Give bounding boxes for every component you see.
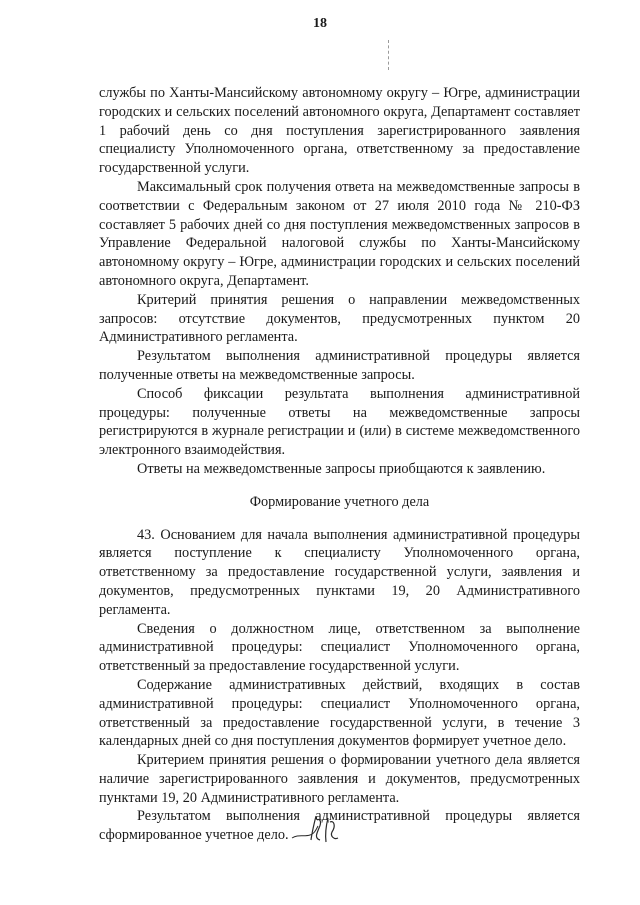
margin-mark	[388, 40, 390, 70]
paragraph-final-result: Результатом выполнения административной процедуры является сформированное учетное дело.	[99, 808, 580, 844]
section-heading: Формирование учетного дела	[249, 493, 430, 510]
paragraph-attachment: Ответы на межведомственные запросы приобщаются к заявлению.	[137, 460, 546, 477]
paragraph-43-basis: 43. Основанием для начала выполнения административной процедуры является поступление к специалисту Уполномоченного органа, ответственному за предоставление государственной услуги, заявления и документов, предусмотренных пунктами 19, 20 Административного регламента.	[99, 526, 580, 618]
paragraph-continuation: службы по Ханты-Мансийскому автономному округу – Югре, администрации городских и сельских поселений автономного округа, Департамент составляет 1 рабочий день со дня поступления зарегистрированного заявления специалисту Уполномоченного органа, ответственному за предоставление государственной услуги.	[99, 85, 580, 177]
page-number: 18	[313, 16, 327, 31]
paragraph-fixation: Способ фиксации результата выполнения административной процедуры: полученные ответы на межведомственные запросы регистрируются в журнале регистрации и (или) в системе межведомственного электронного взаимодействия.	[99, 385, 580, 459]
paragraph-max-term: Максимальный срок получения ответа на межведомственные запросы в соответствии с Федеральным законом от 27 июля 2010 года № 210-ФЗ составляет 5 рабочих дней со дня поступления межведомственных запросов в Управление Федеральной налоговой службы по Ханты-Мансийскому автономному округу – Югре, администрации городских и сельских поселений автономного округа, Департамент.	[99, 178, 580, 289]
document-body	[99, 84, 580, 845]
paragraph-responsible: Сведения о должностном лице, ответственном за выполнение административной процедуры: специалист Уполномоченного органа, ответственный за предоставление государственной услуги.	[99, 620, 580, 675]
paragraph-decision-criterion: Критерием принятия решения о формировании учетного дела является наличие зарегистрированного заявления и документов, предусмотренных пунктами 19, 20 Административного регламента.	[99, 752, 580, 806]
handwritten-signature	[290, 808, 360, 848]
paragraph-actions: Содержание административных действий, входящих в состав административной процедуры: специалист Уполномоченного органа, ответственный за предоставление государственной услуги, в течение 3 календарных дней со дня поступления документов формирует учетное дело.	[99, 676, 580, 750]
paragraph-criterion: Критерий принятия решения о направлении межведомственных запросов: отсутствие документов, предусмотренных пунктом 20 Административного регламента.	[99, 291, 580, 346]
paragraph-result: Результатом выполнения административной процедуры является полученные ответы на межведомственные запросы.	[99, 348, 580, 383]
